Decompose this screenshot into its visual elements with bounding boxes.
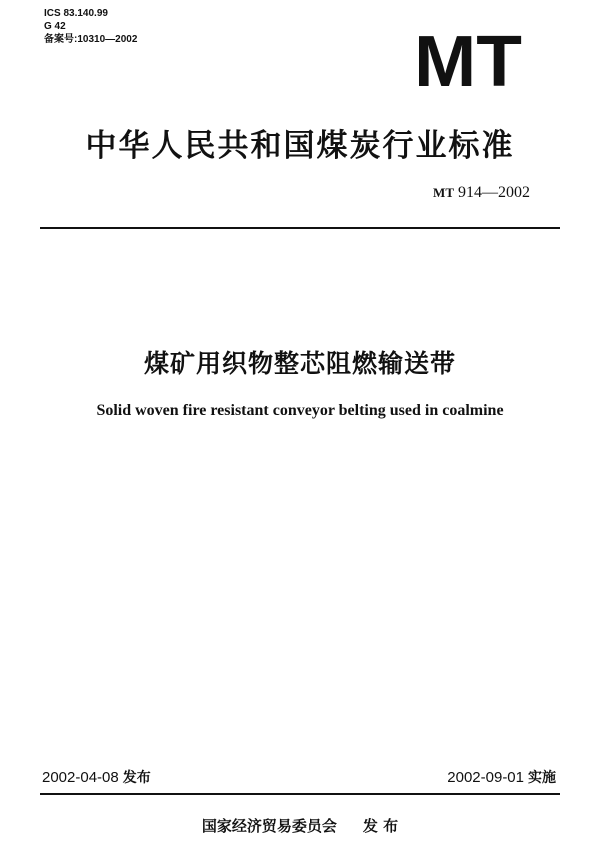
document-title-cn: 煤矿用织物整芯阻燃输送带 bbox=[143, 349, 456, 378]
footer-divider bbox=[40, 793, 560, 795]
issue-date: 2002-04-08 bbox=[42, 769, 119, 786]
effective-date-block bbox=[447, 767, 556, 787]
standard-number bbox=[433, 184, 530, 202]
effective-label: 实施 bbox=[528, 770, 556, 786]
ics-code: ICS 83.140.99 bbox=[44, 8, 108, 19]
header-divider bbox=[40, 227, 560, 229]
mt-logo bbox=[412, 26, 524, 94]
effective-date: 2002-09-01 bbox=[447, 769, 524, 786]
classification-block bbox=[44, 7, 137, 46]
org-title: 中华人民共和国煤炭行业标准 bbox=[85, 128, 515, 164]
publisher-line bbox=[0, 815, 600, 836]
issue-date-block bbox=[42, 767, 151, 787]
standard-prefix: MT bbox=[433, 185, 454, 200]
document-title-en: Solid woven fire resistant conveyor belting used in coalmine bbox=[96, 402, 504, 419]
issue-label: 发布 bbox=[122, 770, 151, 786]
record-number: 备案号:10310—2002 bbox=[44, 34, 138, 45]
publisher-name: 国家经济贸易委员会 bbox=[201, 817, 337, 835]
standard-code: 914—2002 bbox=[454, 184, 530, 201]
mt-logo-text: MT bbox=[414, 26, 523, 94]
publisher-action: 发 布 bbox=[362, 817, 399, 835]
category-code: G 42 bbox=[44, 21, 66, 32]
